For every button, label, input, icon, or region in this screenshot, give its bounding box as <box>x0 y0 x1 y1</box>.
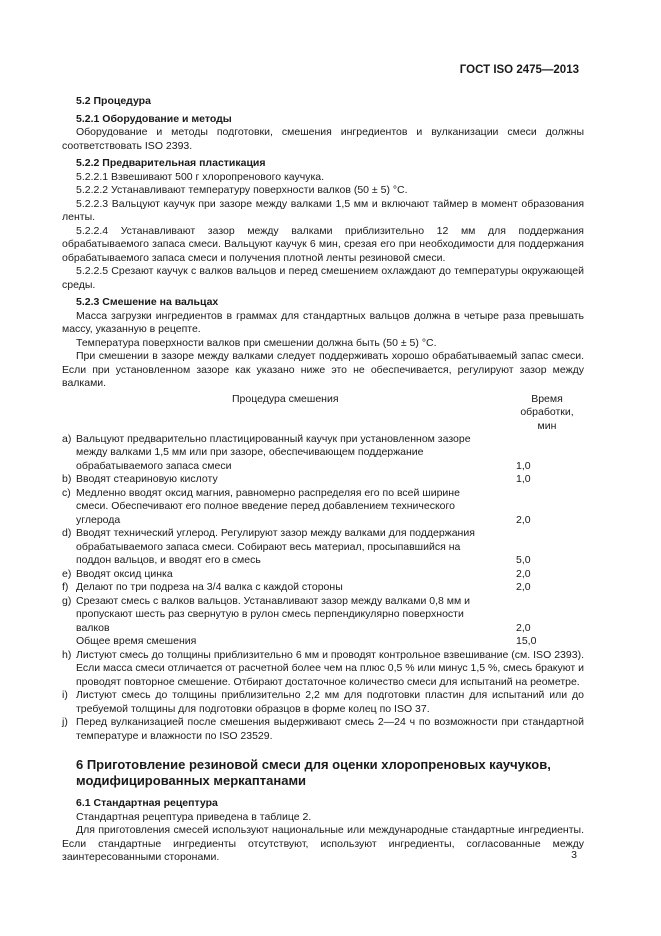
time-column-header <box>512 393 582 434</box>
procedure-table-header <box>62 393 584 433</box>
section-5-2-3-p2: Температура поверхности валков при смешении должна быть (50 ± 5) °С. <box>76 336 437 349</box>
step-label: e) <box>62 567 72 580</box>
step-text: Вводят технический углерод. Регулируют зазор между валками для поддержания обрабатываемого запаса смеси. Собирают весь материал, просыпавшийся на поддон вальцов, и вводят его в смесь <box>76 527 475 566</box>
step-text: Вводят оксид цинка <box>76 567 173 580</box>
step-label: b) <box>62 473 72 485</box>
step-text: Вводят стеариновую кислоту <box>76 473 218 485</box>
step-label: d) <box>62 527 72 539</box>
section-5-2-2-title: 5.2.2 Предварительная пластикация <box>76 157 266 169</box>
section-6-1-p1: Стандартная рецептура приведена в таблице 2. <box>76 810 312 823</box>
section-5-2-1-text: Оборудование и методы подготовки, смешения ингредиентов и вулканизации смеси должны соответствовать ISO 2393. <box>62 126 584 152</box>
step-time: 5,0 <box>516 554 531 566</box>
section-6-1-title: 6.1 Стандартная рецептура <box>76 797 218 809</box>
step-label: g) <box>62 594 72 607</box>
section-5-2-2-1: 5.2.2.1 Взвешивают 500 г хлоропренового каучука. <box>76 170 325 183</box>
step-label: i) <box>62 689 68 701</box>
step-time: 1,0 <box>516 473 531 485</box>
total-text: Общее время смешения <box>76 635 197 647</box>
section-5-2-3-p3: При смешении в зазоре между валками следует поддерживать хорошо обрабатываемый запас смеси. Если при установленном зазоре как указано ниже это не обеспечивается, регулируют зазор между валками. <box>62 350 584 389</box>
step-text: Вальцуют предварительно пластицированный каучук при установленном зазоре между валками 1,5 мм или при зазоре, обеспечивающем поддержание обрабатываемого запаса смеси <box>76 432 471 472</box>
procedure-step-h <box>62 649 584 690</box>
step-text: Листуют смесь до толщины приблизительно 6 мм и проводят контрольное взвешивание (см. ISO 2393). Если масса смеси отличается от расчетной более чем на плюс 0,5 % или минус 1,5 %, смесь бракуют и проводят повторное смешение. Отбирают достаточное количество смеси для испытаний на реометре. <box>76 648 585 688</box>
section-5-2-title: 5.2 Процедура <box>76 95 151 107</box>
step-time: 2,0 <box>516 567 531 580</box>
procedure-step-c <box>62 487 584 528</box>
step-text: Листуют смесь до толщины приблизительно 2,2 мм для подготовки пластин для испытаний или до требуемой толщины для подготовки образцов в форме колец по ISO 37. <box>76 689 584 715</box>
step-label: h) <box>62 648 72 661</box>
section-5-2-2-3: 5.2.2.3 Вальцуют каучук при зазоре между валками 1,5 мм и включают таймер в момент образования ленты. <box>62 197 584 223</box>
step-time: 2,0 <box>516 581 531 593</box>
section-5-2-2-5: 5.2.2.5 Срезают каучук с валков вальцов и перед смешением охлаждают до температуры окружающей среды. <box>62 265 584 291</box>
section-6-1-p2: Для приготовления смесей используют национальные или международные стандартные ингредиенты. Если стандартные ингредиенты отсутствуют, используют ингредиенты, согласованные между заинтересованными сторонами. <box>62 824 584 863</box>
step-text: Медленно вводят оксид магния, равномерно распределяя его по всей ширине смеси. Обеспечивают его полное введение перед добавлением технического углерода <box>76 486 460 526</box>
procedure-step-i <box>62 689 584 716</box>
step-time: 2,0 <box>516 621 531 634</box>
section-5-2-2-2: 5.2.2.2 Устанавливают температуру поверхности валков (50 ± 5) °С. <box>76 184 408 196</box>
procedure-step-d <box>62 527 584 568</box>
procedure-step-j <box>62 716 584 743</box>
page-number: 3 <box>571 849 577 861</box>
step-text: Перед вулканизацией после смешения выдерживают смесь 2—24 ч по возможности при стандартной температуре и влажности по ISO 23529. <box>76 716 584 742</box>
document-body <box>62 95 584 865</box>
procedure-total <box>62 635 584 649</box>
section-5-2-3-title: 5.2.3 Смешение на вальцах <box>76 296 219 308</box>
section-5-2-3-p1: Масса загрузки ингредиентов в граммах для стандартных вальцов должна в четыре раза превышать массу, указанную в рецепте. <box>62 309 584 335</box>
section-6-title: 6 Приготовление резиновой смеси для оценки хлоропреновых каучуков, модифицированных меркаптанами <box>76 757 551 788</box>
total-time: 15,0 <box>516 635 537 647</box>
procedure-step-e <box>62 568 584 582</box>
time-header-line-3: мин <box>537 419 557 432</box>
step-text: Срезают смесь с валков вальцов. Устанавливают зазор между валками 0,8 мм и пропускают шесть раз свернутую в рулон смесь перпендикулярно поверхности валков <box>76 594 470 634</box>
procedure-step-b <box>62 473 584 487</box>
step-label: f) <box>62 581 69 593</box>
section-5-2-2-4: 5.2.2.4 Устанавливают зазор между валками приблизительно 12 мм для поддержания обрабатываемого запаса смеси. Вальцуют каучук 6 мин, срезая его при необходимости для поддержания обрабатываемого запаса смеси и получения плотной ленты резиновой смеси. <box>62 224 584 264</box>
procedure-column-header: Процедура смешения <box>232 392 339 405</box>
procedure-step-a <box>62 433 584 474</box>
step-label: a) <box>62 432 72 445</box>
section-5-2-1-title: 5.2.1 Оборудование и методы <box>76 112 232 125</box>
procedure-step-g <box>62 595 584 636</box>
step-time: 1,0 <box>516 459 531 472</box>
step-label: c) <box>62 486 71 499</box>
time-header-line-2: обработки, <box>520 406 574 418</box>
step-label: j) <box>62 716 68 728</box>
step-time: 2,0 <box>516 513 531 526</box>
document-header: ГОСТ ISO 2475—2013 <box>459 64 579 76</box>
step-text: Делают по три подреза на 3/4 валка с каждой стороны <box>76 581 343 593</box>
procedure-step-f <box>62 581 584 595</box>
time-header-line-1: Время <box>531 392 563 405</box>
